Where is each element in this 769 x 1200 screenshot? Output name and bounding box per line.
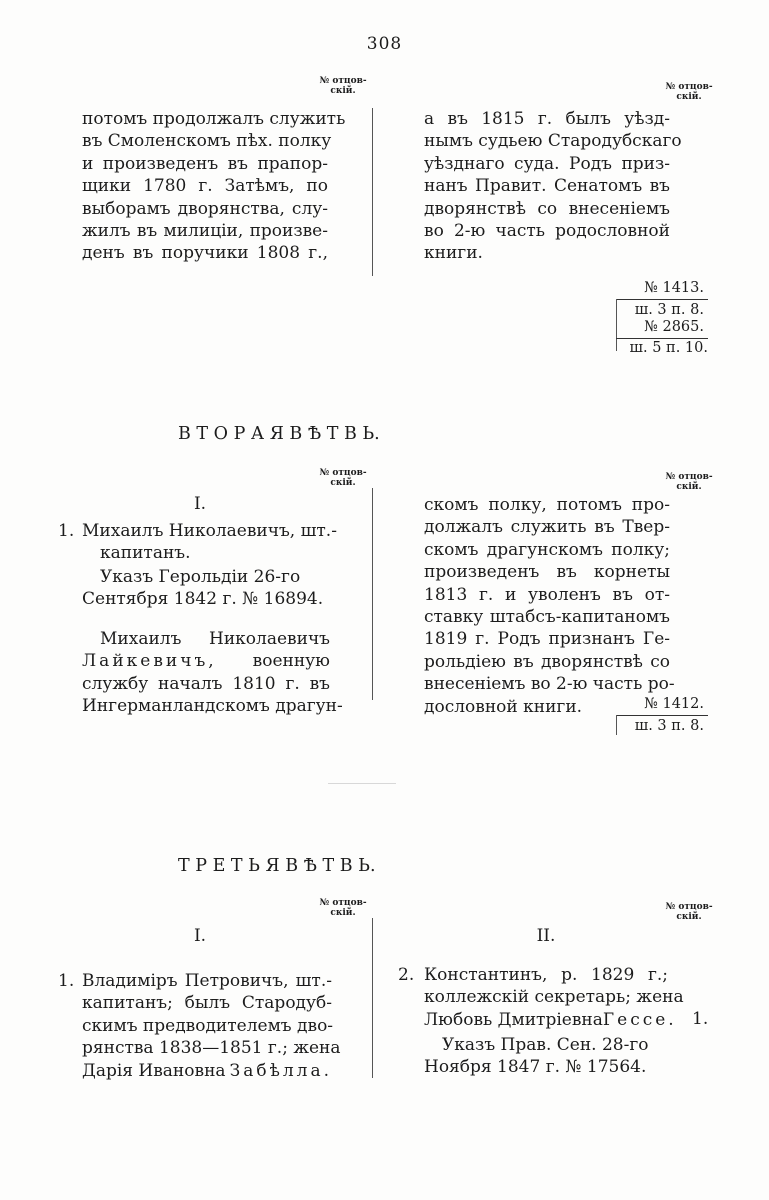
entry-number: 1. [58, 521, 75, 541]
entry-konstantin [424, 964, 684, 1031]
text-line: жилъ въ милиціи, произве- [82, 221, 328, 242]
ref-rule [616, 338, 708, 339]
text-line: Владиміръ Петровичъ, шт.- [82, 971, 332, 991]
given-name: Михаилъ [100, 629, 182, 649]
text-line: произведенъ въ корнеты [424, 562, 670, 583]
ukaz-text [424, 1034, 668, 1079]
text-line: Ингерманландскомъ драгун- [82, 696, 343, 717]
text-line: потомъ продолжалъ служить [82, 109, 346, 129]
column-note-left: № отцов- скій. [319, 468, 367, 488]
entry-number: 1. [58, 971, 75, 991]
text-line: Указъ Прав. Сен. 28-го [442, 1035, 649, 1055]
entry-number: 2. [398, 965, 415, 985]
biography-left [82, 628, 343, 718]
text-line: Указъ Герольдіи 26-го [100, 567, 301, 587]
column-note-right: № отцов- скій. [665, 472, 713, 492]
text-line: дворянствѣ со внесеніемъ [424, 198, 670, 219]
generation-roman: I. [193, 494, 207, 514]
text-line: Михаилъ Николаевичъ, шт.- [82, 521, 337, 541]
text-line: ставку штабсъ-капитаномъ [424, 607, 670, 628]
text-line: щики 1780 г. Затѣмъ, по [82, 176, 328, 197]
text-line: во 2-ю часть родословной [424, 221, 670, 242]
surname: Лайкевичъ, [82, 651, 217, 672]
archive-number: № 1413. [644, 280, 704, 296]
column-divider-bottom [372, 918, 373, 1078]
ref-rule [616, 715, 708, 716]
text-line: нымъ судьею Стародубскаго [424, 131, 682, 152]
text-line: и произведенъ въ прапор- [82, 153, 328, 174]
text-line: книги. [424, 243, 483, 264]
column-divider-middle [372, 488, 373, 700]
text-line [424, 1009, 677, 1031]
archive-ref: 1. [692, 1009, 709, 1029]
surname: Забѣлла. [229, 1060, 332, 1081]
given-name: Дарія Ивановна [82, 1060, 226, 1081]
archive-shelf: ш. 3 п. 8. [634, 302, 704, 318]
section-separator [328, 783, 396, 784]
column-note-right: № отцов- скій. [665, 902, 713, 922]
entry-name [82, 520, 337, 565]
text-line: внесеніемъ во 2-ю часть ро- [424, 674, 675, 695]
archive-shelf: ш. 5 п. 10. [629, 340, 708, 356]
text-line [82, 650, 330, 672]
column-note-top-right: № отцов- скій. [665, 82, 713, 102]
text-line: скомъ полку, потомъ про- [424, 495, 670, 515]
text-line: уѣзднаго суда. Родъ приз- [424, 153, 670, 174]
generation-roman: I. [193, 926, 207, 946]
text-line: рольдіею въ дворянствѣ со [424, 651, 670, 672]
ref-rule [616, 299, 708, 300]
page-number: 308 [366, 34, 403, 54]
text-line: денъ въ поручики 1808 г., [82, 243, 328, 264]
text-line: скомъ драгунскомъ полку; [424, 539, 670, 560]
archive-number: № 2865. [644, 319, 704, 335]
text-fragment: военную [252, 651, 330, 672]
ukaz-text [82, 566, 330, 611]
surname: Гессе. [602, 1009, 677, 1030]
patronymic: Николаевичъ [209, 629, 330, 649]
archive-shelf: ш. 3 п. 8. [634, 718, 704, 734]
given-name: Любовь Дмитріевна [424, 1009, 603, 1030]
text-line: скимъ предводителемъ дво- [82, 1015, 334, 1036]
second-branch-heading: В Т О Р А Я В Ѣ Т В Ь. [178, 424, 380, 444]
text-line: нанъ Правит. Сенатомъ въ [424, 176, 670, 197]
text-line: капитанъ. [100, 543, 191, 564]
text-line [82, 1060, 332, 1082]
third-branch-heading: Т Р Е Т Ь Я В Ѣ Т В Ь. [178, 856, 376, 876]
text-line: 1819 г. Родъ признанъ Ге- [424, 629, 670, 650]
text-line: должалъ служить въ Твер- [424, 517, 670, 538]
entry-vladimir [82, 970, 341, 1082]
text-line: дословной книги. [424, 696, 583, 717]
text-line: въ Смоленскомъ пѣх. полку [82, 131, 332, 152]
text-line: рянства 1838—1851 г.; жена [82, 1038, 341, 1059]
text-line: выборамъ дворянства, слу- [82, 198, 328, 219]
column-note-left: № отцов- скій. [319, 898, 367, 918]
column-note-top-left: № отцов- скій. [319, 76, 367, 96]
text-line: а въ 1815 г. былъ уѣзд- [424, 109, 670, 129]
text-line: Константинъ, р. 1829 г.; [424, 965, 668, 985]
text-line: Сентября 1842 г. № 16894. [82, 589, 324, 610]
text-line: коллежскій секретарь; жена [424, 987, 684, 1008]
column-divider-top [372, 108, 373, 276]
text-line: Ноября 1847 г. № 17564. [424, 1057, 647, 1078]
top-left-column [82, 108, 346, 265]
text-line [82, 628, 330, 650]
archive-number: № 1412. [644, 696, 704, 712]
top-right-column [424, 108, 682, 265]
text-line: службу началъ 1810 г. въ [82, 673, 330, 694]
generation-roman: II. [536, 926, 556, 946]
text-line: капитанъ; былъ Стародуб- [82, 993, 332, 1014]
text-line: 1813 г. и уволенъ въ от- [424, 584, 670, 605]
